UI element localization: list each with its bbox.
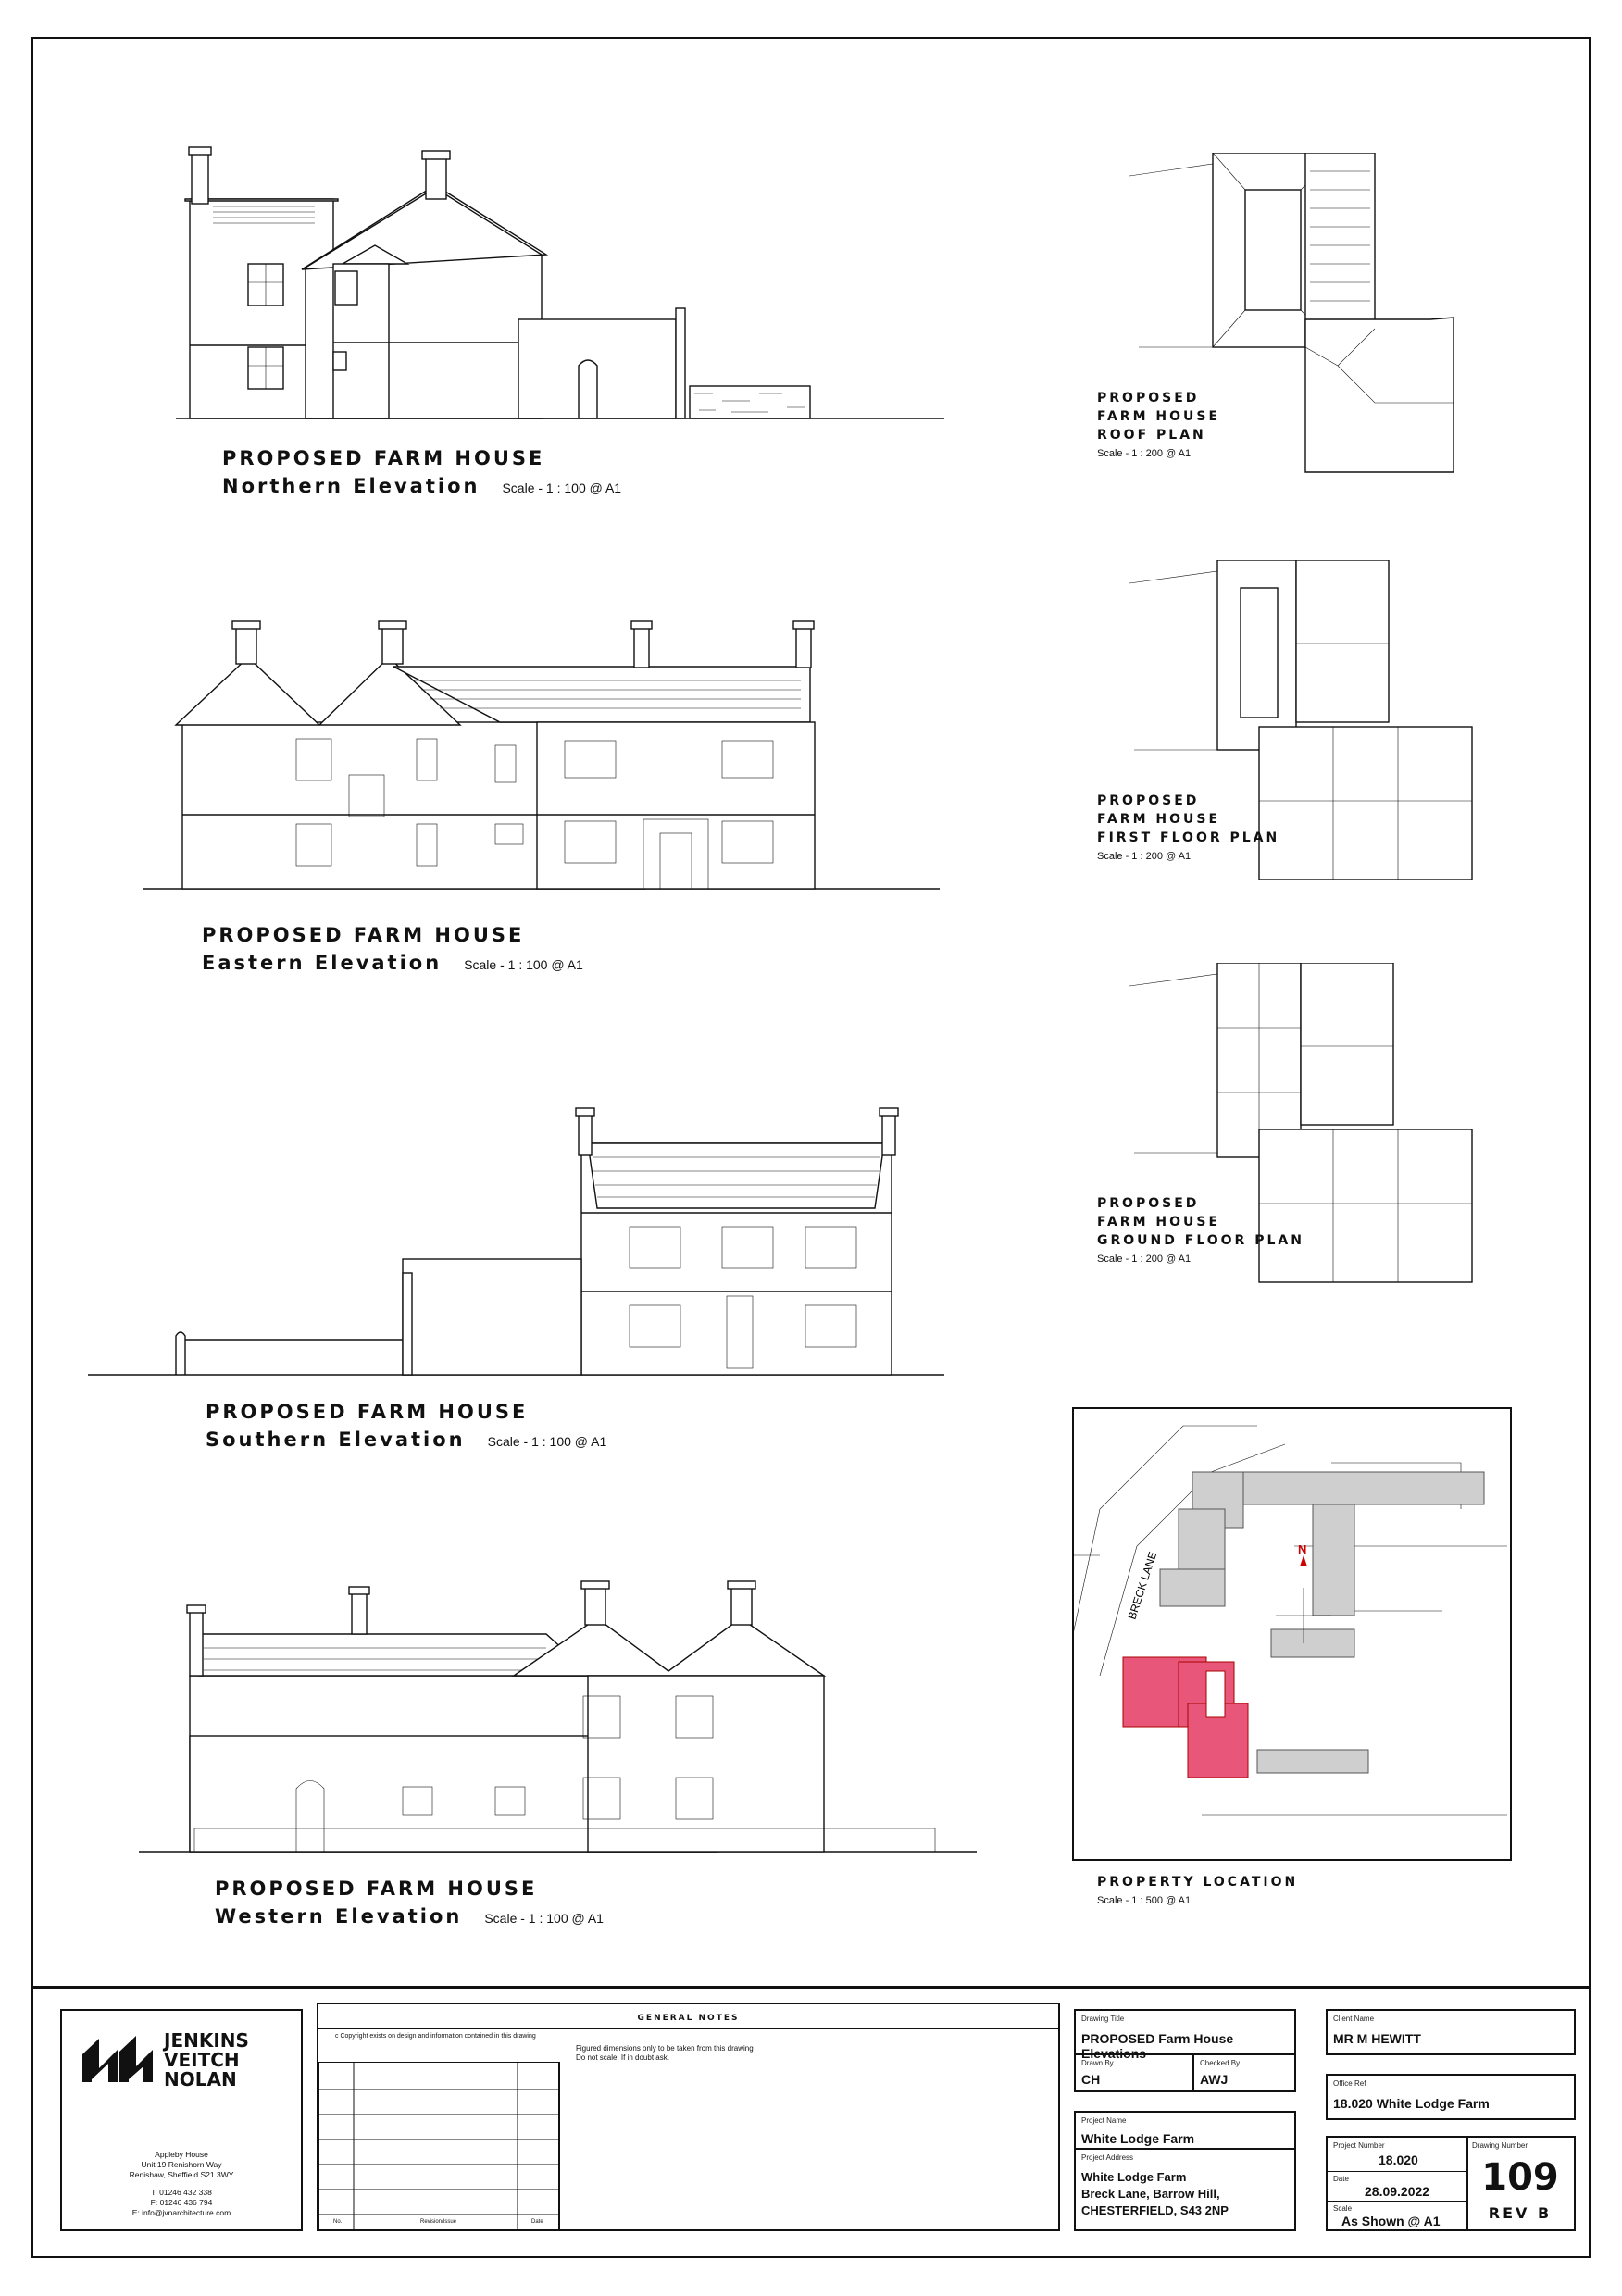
company-name-line3: NOLAN xyxy=(164,2068,237,2090)
drawn-by-value: CH xyxy=(1081,2072,1101,2087)
company-tel: T: 01246 432 338 xyxy=(151,2188,212,2197)
drawn-by-box xyxy=(1074,2053,1194,2092)
company-name xyxy=(164,2031,249,2090)
notes-header: GENERAL NOTES xyxy=(637,2014,740,2023)
north-arrow-label: N xyxy=(1298,1542,1307,1556)
western-elevation-drawing xyxy=(139,1574,977,1861)
drawing-title-box xyxy=(1074,2009,1296,2061)
checked-by-label: Checked By xyxy=(1200,2059,1241,2067)
company-address-line2: Unit 19 Renishorn Way xyxy=(141,2160,222,2169)
office-ref-value: 18.020 White Lodge Farm xyxy=(1333,2096,1490,2111)
western-elevation-caption xyxy=(215,1875,604,1932)
company-email: E: info@jvnarchitecture.com xyxy=(131,2208,231,2217)
rev-col-no: No. xyxy=(333,2219,343,2225)
date-value: 28.09.2022 xyxy=(1365,2184,1430,2199)
location-scale: Scale - 1 : 500 @ A1 xyxy=(1097,1895,1192,1906)
project-number-label: Project Number xyxy=(1333,2141,1385,2150)
company-address-line3: Renishaw, Sheffield S21 3WY xyxy=(129,2170,234,2179)
project-number-value: 18.020 xyxy=(1379,2152,1418,2167)
roof-plan-caption xyxy=(1097,389,1220,463)
ground-floor-plan-caption xyxy=(1097,1194,1304,1268)
company-fax: F: 01246 436 794 xyxy=(150,2198,213,2207)
scale-label: Scale xyxy=(1333,2204,1353,2213)
scale-value: As Shown @ A1 xyxy=(1341,2214,1441,2228)
eastern-elevation-name: Eastern Elevation xyxy=(202,952,443,974)
drawing-number-label: Drawing Number xyxy=(1472,2141,1528,2150)
ground-floor-plan-line2: FARM HOUSE xyxy=(1097,1215,1221,1229)
western-elevation-title: PROPOSED FARM HOUSE xyxy=(215,1878,538,1900)
location-map xyxy=(1072,1407,1512,1861)
northern-elevation-caption xyxy=(222,444,621,502)
first-floor-plan-line3: FIRST FLOOR PLAN xyxy=(1097,830,1280,845)
checked-by-box xyxy=(1192,2053,1296,2092)
eastern-elevation-title: PROPOSED FARM HOUSE xyxy=(202,924,525,946)
general-notes-panel xyxy=(317,2003,1060,2231)
ground-floor-plan-scale: Scale - 1 : 200 @ A1 xyxy=(1097,1254,1192,1265)
roof-plan-line2: FARM HOUSE xyxy=(1097,409,1221,424)
rev-col-date: Date xyxy=(531,2219,543,2225)
numbers-box xyxy=(1326,2136,1576,2231)
drawing-number-value: 109 xyxy=(1481,2156,1559,2199)
first-floor-plan-line1: PROPOSED xyxy=(1097,793,1200,808)
northern-elevation-title: PROPOSED FARM HOUSE xyxy=(222,447,545,469)
roof-plan-scale: Scale - 1 : 200 @ A1 xyxy=(1097,448,1192,459)
project-address-label: Project Address xyxy=(1081,2153,1134,2162)
southern-elevation-caption xyxy=(206,1398,606,1455)
notes-copyright: c Copyright exists on design and information contained in this drawing xyxy=(335,2033,536,2040)
roof-plan-line1: PROPOSED xyxy=(1097,391,1200,406)
project-address-line2: Breck Lane, Barrow Hill, xyxy=(1081,2187,1220,2201)
southern-elevation-drawing xyxy=(88,1106,949,1379)
location-title: PROPERTY LOCATION xyxy=(1097,1875,1299,1890)
project-name-label: Project Name xyxy=(1081,2116,1127,2125)
drawn-by-label: Drawn By xyxy=(1081,2059,1114,2067)
project-address-line3: CHESTERFIELD, S43 2NP xyxy=(1081,2203,1229,2217)
eastern-elevation-scale: Scale - 1 : 100 @ A1 xyxy=(464,957,583,972)
company-name-line2: VEITCH xyxy=(164,2049,240,2071)
drawing-title-value: PROPOSED Farm House Elevations xyxy=(1081,2031,1234,2061)
revision-table xyxy=(318,2062,559,2231)
company-panel xyxy=(60,2009,303,2231)
project-address-line1: White Lodge Farm xyxy=(1081,2170,1187,2184)
breck-lane-label: BRECK LANE xyxy=(1125,1550,1160,1621)
company-logo-icon xyxy=(81,2031,159,2087)
project-name-box xyxy=(1074,2111,1296,2150)
eastern-elevation-caption xyxy=(202,921,583,979)
client-label: Client Name xyxy=(1333,2015,1375,2023)
company-name-line1: JENKINS xyxy=(164,2029,249,2052)
title-block-divider xyxy=(31,1986,1591,1989)
eastern-elevation-drawing xyxy=(143,616,940,893)
office-ref-box xyxy=(1326,2074,1576,2120)
first-floor-plan-line2: FARM HOUSE xyxy=(1097,812,1221,827)
ground-floor-plan-line1: PROPOSED xyxy=(1097,1196,1200,1211)
client-value: MR M HEWITT xyxy=(1333,2031,1421,2046)
client-box xyxy=(1326,2009,1576,2055)
revision-value: REV B xyxy=(1488,2204,1553,2222)
project-name-value: White Lodge Farm xyxy=(1081,2131,1195,2146)
location-caption xyxy=(1097,1873,1298,1910)
first-floor-plan-caption xyxy=(1097,792,1279,866)
ground-floor-plan-line3: GROUND FLOOR PLAN xyxy=(1097,1233,1304,1248)
company-address xyxy=(62,2150,301,2218)
northern-elevation-drawing xyxy=(176,144,944,426)
checked-by-value: AWJ xyxy=(1200,2072,1229,2087)
southern-elevation-name: Southern Elevation xyxy=(206,1429,466,1451)
project-address-box xyxy=(1074,2148,1296,2231)
southern-elevation-title: PROPOSED FARM HOUSE xyxy=(206,1401,529,1423)
drawing-title-label: Drawing Title xyxy=(1081,2015,1125,2023)
roof-plan-line3: ROOF PLAN xyxy=(1097,428,1206,443)
date-label: Date xyxy=(1333,2175,1349,2183)
first-floor-plan-scale: Scale - 1 : 200 @ A1 xyxy=(1097,851,1192,862)
northern-elevation-name: Northern Elevation xyxy=(222,475,480,497)
notes-line2: Do not scale. If in doubt ask. xyxy=(576,2053,669,2062)
southern-elevation-scale: Scale - 1 : 100 @ A1 xyxy=(487,1434,607,1449)
rev-col-revision: Revision/Issue xyxy=(420,2219,457,2225)
western-elevation-scale: Scale - 1 : 100 @ A1 xyxy=(484,1911,604,1926)
western-elevation-name: Western Elevation xyxy=(215,1905,463,1928)
company-address-line1: Appleby House xyxy=(155,2150,208,2159)
notes-line1: Figured dimensions only to be taken from this drawing xyxy=(576,2044,754,2053)
office-ref-label: Office Ref xyxy=(1333,2079,1366,2088)
northern-elevation-scale: Scale - 1 : 100 @ A1 xyxy=(502,480,622,495)
